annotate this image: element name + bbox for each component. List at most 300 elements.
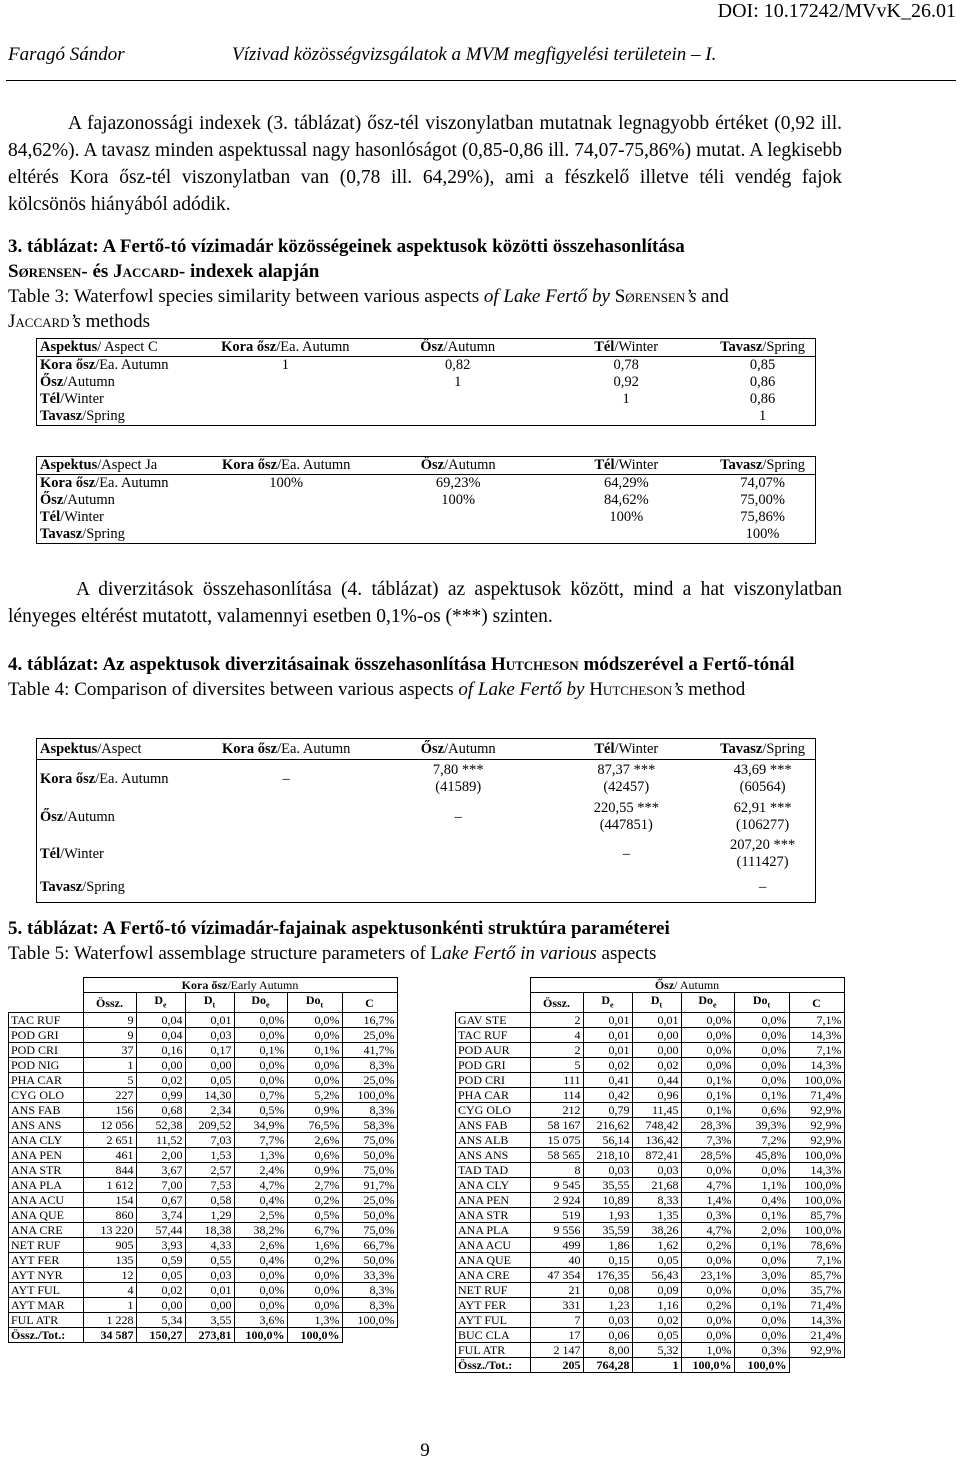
autumn-cell: 17 bbox=[530, 1328, 583, 1343]
early-autumn-cell: 5,2% bbox=[287, 1088, 342, 1103]
early-autumn-cell: 0,99 bbox=[136, 1088, 185, 1103]
sorensen-cell: 0,92 bbox=[613, 374, 639, 390]
autumn-cell: 11,45 bbox=[632, 1103, 681, 1118]
autumn-cell: 56,43 bbox=[632, 1268, 681, 1283]
autumn-cell: 35,59 bbox=[583, 1223, 632, 1238]
early-autumn-cell: 0,1% bbox=[234, 1043, 287, 1058]
autumn-cell: 0,01 bbox=[583, 1043, 632, 1058]
autumn-row bbox=[456, 1313, 845, 1328]
jaccard-cell: 100% bbox=[745, 526, 780, 542]
early-autumn-cell: 0,2% bbox=[287, 1253, 342, 1268]
jaccard-row bbox=[37, 492, 816, 509]
hutcheson-cell: – bbox=[454, 808, 462, 825]
early-autumn-total-row bbox=[9, 1328, 398, 1343]
early-autumn-cell: 7,03 bbox=[185, 1133, 234, 1148]
early-autumn-species: AYT NYR bbox=[9, 1268, 84, 1283]
early-autumn-cell: 0,01 bbox=[185, 1283, 234, 1298]
jaccard-cell: 74,07% bbox=[740, 475, 785, 491]
early-autumn-cell: 75,0% bbox=[342, 1133, 397, 1148]
early-autumn-cell: 3,93 bbox=[136, 1238, 185, 1253]
sorensen-row-label: Tavasz/Spring bbox=[40, 408, 125, 424]
early-autumn-row bbox=[9, 1043, 398, 1058]
autumn-cell: 0,0% bbox=[681, 1028, 734, 1043]
autumn-cell: 5,32 bbox=[632, 1343, 681, 1358]
autumn-cell: 35,7% bbox=[789, 1283, 844, 1298]
early-autumn-header-cell: $Do_e$ bbox=[234, 993, 287, 1013]
hutcheson-cell: 7,80 *** (41589) bbox=[432, 762, 484, 795]
autumn-cell: 0,0% bbox=[734, 1043, 789, 1058]
autumn-cell: 0,1% bbox=[734, 1088, 789, 1103]
autumn-cell: 8,00 bbox=[583, 1343, 632, 1358]
sorensen-cell: 1 bbox=[454, 374, 462, 390]
early-autumn-row bbox=[9, 1298, 398, 1313]
early-autumn-species: AYT FER bbox=[9, 1253, 84, 1268]
early-autumn-row bbox=[9, 1163, 398, 1178]
early-autumn-cell: 6,7% bbox=[287, 1223, 342, 1238]
early-autumn-cell: 4 bbox=[83, 1283, 136, 1298]
autumn-row bbox=[456, 1088, 845, 1103]
early-autumn-total-cell: 150,27 bbox=[136, 1328, 185, 1343]
hutcheson-cell: 87,37 *** (42457) bbox=[597, 762, 656, 795]
running-header-title: Vízivad közösségvizsgálatok a MVM megfigyelési területein – I. bbox=[232, 44, 717, 65]
early-autumn-cell: 0,9% bbox=[287, 1163, 342, 1178]
autumn-species: FUL ATR bbox=[456, 1343, 531, 1358]
early-autumn-cell: 2,00 bbox=[136, 1148, 185, 1163]
jaccard-cell bbox=[198, 492, 374, 509]
autumn-row bbox=[456, 1148, 845, 1163]
autumn-cell: 5 bbox=[530, 1058, 583, 1073]
table-hutcheson bbox=[36, 738, 816, 903]
autumn-cell: 176,35 bbox=[583, 1268, 632, 1283]
early-autumn-header-cell bbox=[9, 993, 84, 1013]
autumn-cell: 0,09 bbox=[632, 1283, 681, 1298]
early-autumn-cell: 135 bbox=[83, 1253, 136, 1268]
early-autumn-cell: 209,52 bbox=[185, 1118, 234, 1133]
autumn-species: POD GRI bbox=[456, 1058, 531, 1073]
jaccard-cell: 100% bbox=[609, 509, 644, 525]
jaccard-row-label: Ősz/Autumn bbox=[40, 492, 115, 508]
hutcheson-cell bbox=[198, 836, 374, 872]
autumn-cell: 0,0% bbox=[681, 1058, 734, 1073]
hutcheson-cell: – bbox=[622, 845, 630, 862]
early-autumn-cell: 0,05 bbox=[136, 1268, 185, 1283]
early-autumn-cell: 461 bbox=[83, 1148, 136, 1163]
autumn-cell: 216,62 bbox=[583, 1118, 632, 1133]
sorensen-cell: 1 bbox=[758, 408, 767, 424]
autumn-cell: 35,55 bbox=[583, 1178, 632, 1193]
sorensen-cell: 1 bbox=[622, 391, 630, 407]
early-autumn-cell: 2,34 bbox=[185, 1103, 234, 1118]
sorensen-cell bbox=[542, 408, 710, 426]
jaccard-cell: 75,86% bbox=[740, 509, 785, 525]
autumn-species: ANA STR bbox=[456, 1208, 531, 1223]
early-autumn-cell: 2,57 bbox=[185, 1163, 234, 1178]
early-autumn-row bbox=[9, 1058, 398, 1073]
autumn-cell: 71,4% bbox=[789, 1088, 844, 1103]
autumn-cell: 0,4% bbox=[734, 1193, 789, 1208]
autumn-cell: 78,6% bbox=[789, 1238, 844, 1253]
autumn-species: TAC RUF bbox=[456, 1028, 531, 1043]
autumn-cell: 4,7% bbox=[681, 1223, 734, 1238]
doi-label: DOI: 10.17242/MVvK_26.01 bbox=[717, 0, 956, 22]
early-autumn-cell: 0,5% bbox=[287, 1208, 342, 1223]
autumn-species: ANA CRE bbox=[456, 1268, 531, 1283]
autumn-cell: 14,3% bbox=[789, 1058, 844, 1073]
autumn-cell: 1,86 bbox=[583, 1238, 632, 1253]
autumn-cell: 0,01 bbox=[583, 1013, 632, 1028]
early-autumn-cell: 50,0% bbox=[342, 1253, 397, 1268]
sorensen-row bbox=[37, 408, 816, 426]
early-autumn-cell: 25,0% bbox=[342, 1073, 397, 1088]
autumn-cell: 4 bbox=[530, 1028, 583, 1043]
autumn-species: ANA PEN bbox=[456, 1193, 531, 1208]
jaccard-header-cell: Kora ősz/Ea. Autumn bbox=[198, 457, 374, 475]
autumn-cell: 1,35 bbox=[632, 1208, 681, 1223]
autumn-header-cell: C bbox=[789, 993, 844, 1013]
early-autumn-row bbox=[9, 1148, 398, 1163]
autumn-cell: 7,1% bbox=[789, 1043, 844, 1058]
autumn-cell: 0,6% bbox=[734, 1103, 789, 1118]
table3-caption: 3. táblázat: A Fertő-tó vízimadár közösségeinek aspektusok közötti összehasonlítása Sørensen- és Jaccard- indexek alapján Table 3: Waterfowl species similarity between various aspects of Lake Fertő by Sørensen’s and Jaccard’s methods bbox=[8, 236, 729, 332]
early-autumn-cell: 100,0% bbox=[342, 1313, 397, 1328]
paragraph-diversity: A diverzitások összehasonlítása (4. táblázat) az aspektusok között, mind a hat viszonylatban lényeges eltérést mutatott, valamennyi esetben 0,1%-os (***) szinten. bbox=[8, 579, 842, 627]
early-autumn-row bbox=[9, 1283, 398, 1298]
autumn-cell: 47 354 bbox=[530, 1268, 583, 1283]
early-autumn-cell: 0,0% bbox=[234, 1013, 287, 1028]
early-autumn-cell: 0,58 bbox=[185, 1193, 234, 1208]
early-autumn-cell: 0,0% bbox=[287, 1283, 342, 1298]
autumn-cell: 0,0% bbox=[681, 1013, 734, 1028]
autumn-cell: 0,1% bbox=[681, 1073, 734, 1088]
early-autumn-species: ANA STR bbox=[9, 1163, 84, 1178]
sorensen-row-label: Ősz/Autumn bbox=[40, 374, 115, 390]
early-autumn-cell: 0,0% bbox=[287, 1073, 342, 1088]
autumn-species: ANA ACU bbox=[456, 1238, 531, 1253]
autumn-cell: 92,9% bbox=[789, 1133, 844, 1148]
jaccard-header-row bbox=[37, 457, 816, 475]
early-autumn-cell: 0,68 bbox=[136, 1103, 185, 1118]
autumn-cell: 0,0% bbox=[734, 1253, 789, 1268]
autumn-cell: 499 bbox=[530, 1238, 583, 1253]
autumn-row bbox=[456, 1343, 845, 1358]
early-autumn-cell: 12 056 bbox=[83, 1118, 136, 1133]
autumn-species: CYG OLO bbox=[456, 1103, 531, 1118]
early-autumn-cell: 38,2% bbox=[234, 1223, 287, 1238]
early-autumn-cell: 0,0% bbox=[287, 1013, 342, 1028]
autumn-row bbox=[456, 1043, 845, 1058]
autumn-cell: 28,3% bbox=[681, 1118, 734, 1133]
early-autumn-cell: 1 bbox=[83, 1298, 136, 1313]
autumn-cell: 1,62 bbox=[632, 1238, 681, 1253]
autumn-species: GAV STE bbox=[456, 1013, 531, 1028]
early-autumn-header-cell: C bbox=[342, 993, 397, 1013]
autumn-species: ANA QUE bbox=[456, 1253, 531, 1268]
early-autumn-cell: 57,44 bbox=[136, 1223, 185, 1238]
early-autumn-cell: 8,3% bbox=[342, 1298, 397, 1313]
hutcheson-header-cell: Ősz/Autumn bbox=[374, 739, 543, 760]
autumn-cell: 114 bbox=[530, 1088, 583, 1103]
autumn-cell: 519 bbox=[530, 1208, 583, 1223]
early-autumn-row bbox=[9, 1073, 398, 1088]
autumn-cell: 0,08 bbox=[583, 1283, 632, 1298]
sorensen-row-label: Kora ősz/Ea. Autumn bbox=[40, 357, 169, 373]
autumn-cell: 0,41 bbox=[583, 1073, 632, 1088]
autumn-cell: 92,9% bbox=[789, 1343, 844, 1358]
autumn-cell: 39,3% bbox=[734, 1118, 789, 1133]
sorensen-header-row bbox=[37, 339, 816, 357]
jaccard-cell: 100% bbox=[441, 492, 476, 508]
autumn-cell: 14,3% bbox=[789, 1028, 844, 1043]
autumn-cell: 218,10 bbox=[583, 1148, 632, 1163]
autumn-total-cell: 764,28 bbox=[583, 1358, 632, 1373]
early-autumn-cell: 12 bbox=[83, 1268, 136, 1283]
autumn-total-cell: 1 bbox=[632, 1358, 681, 1373]
autumn-row bbox=[456, 1223, 845, 1238]
autumn-cell: 58 167 bbox=[530, 1118, 583, 1133]
autumn-row bbox=[456, 1178, 845, 1193]
autumn-cell: 0,44 bbox=[632, 1073, 681, 1088]
sorensen-cell bbox=[373, 408, 542, 426]
early-autumn-row bbox=[9, 1253, 398, 1268]
early-autumn-cell: 0,59 bbox=[136, 1253, 185, 1268]
autumn-total-row bbox=[456, 1358, 845, 1373]
autumn-cell: 0,1% bbox=[734, 1298, 789, 1313]
autumn-species: TAD TAD bbox=[456, 1163, 531, 1178]
early-autumn-cell: 154 bbox=[83, 1193, 136, 1208]
autumn-cell: 23,1% bbox=[681, 1268, 734, 1283]
jaccard-cell: 75,00% bbox=[740, 492, 785, 508]
early-autumn-row bbox=[9, 1103, 398, 1118]
autumn-cell: 100,0% bbox=[789, 1178, 844, 1193]
autumn-species: AYT FUL bbox=[456, 1313, 531, 1328]
autumn-species: BUC CLA bbox=[456, 1328, 531, 1343]
early-autumn-total-cell: 273,81 bbox=[185, 1328, 234, 1343]
autumn-row bbox=[456, 1163, 845, 1178]
early-autumn-cell: 91,7% bbox=[342, 1178, 397, 1193]
autumn-cell: 40 bbox=[530, 1253, 583, 1268]
sorensen-cell bbox=[197, 391, 373, 408]
early-autumn-species: ANA CLY bbox=[9, 1133, 84, 1148]
autumn-cell: 15 075 bbox=[530, 1133, 583, 1148]
autumn-row bbox=[456, 1298, 845, 1313]
autumn-species: NET RUF bbox=[456, 1283, 531, 1298]
autumn-row bbox=[456, 1058, 845, 1073]
early-autumn-total-cell: 100,0% bbox=[234, 1328, 287, 1343]
autumn-species: ANS ALB bbox=[456, 1133, 531, 1148]
autumn-cell: 0,0% bbox=[734, 1028, 789, 1043]
early-autumn-cell: 0,7% bbox=[234, 1088, 287, 1103]
early-autumn-cell: 0,17 bbox=[185, 1043, 234, 1058]
early-autumn-cell: 0,03 bbox=[185, 1028, 234, 1043]
early-autumn-species: AYT MAR bbox=[9, 1298, 84, 1313]
early-autumn-cell: 0,55 bbox=[185, 1253, 234, 1268]
early-autumn-species: ANA CRE bbox=[9, 1223, 84, 1238]
sorensen-cell: 0,86 bbox=[749, 374, 776, 390]
early-autumn-cell: 4,33 bbox=[185, 1238, 234, 1253]
jaccard-cell: 100% bbox=[269, 475, 304, 491]
early-autumn-cell: 5,34 bbox=[136, 1313, 185, 1328]
early-autumn-species: POD GRI bbox=[9, 1028, 84, 1043]
early-autumn-cell: 0,0% bbox=[234, 1058, 287, 1073]
early-autumn-cell: 3,6% bbox=[234, 1313, 287, 1328]
early-autumn-cell: 0,05 bbox=[185, 1073, 234, 1088]
autumn-cell: 2,0% bbox=[734, 1223, 789, 1238]
early-autumn-cell: 0,02 bbox=[136, 1283, 185, 1298]
sorensen-row-label: Tél/Winter bbox=[40, 391, 104, 407]
early-autumn-row bbox=[9, 1088, 398, 1103]
autumn-species: ANA CLY bbox=[456, 1178, 531, 1193]
autumn-species: POD AUR bbox=[456, 1043, 531, 1058]
early-autumn-cell: 0,9% bbox=[287, 1103, 342, 1118]
hutcheson-cell bbox=[542, 872, 710, 903]
early-autumn-cell: 0,16 bbox=[136, 1043, 185, 1058]
early-autumn-cell: 3,55 bbox=[185, 1313, 234, 1328]
early-autumn-cell: 75,0% bbox=[342, 1163, 397, 1178]
autumn-cell: 0,0% bbox=[681, 1253, 734, 1268]
jaccard-cell bbox=[374, 509, 543, 526]
early-autumn-header-cell: $D_t$ bbox=[185, 993, 234, 1013]
sorensen-cell: 1 bbox=[281, 357, 289, 373]
autumn-cell: 0,1% bbox=[734, 1238, 789, 1253]
early-autumn-cell: 1,3% bbox=[234, 1148, 287, 1163]
sorensen-cell: 0,82 bbox=[445, 357, 471, 373]
autumn-cell: 0,0% bbox=[734, 1163, 789, 1178]
autumn-species: AYT FER bbox=[456, 1298, 531, 1313]
hutcheson-header-cell: Tél/Winter bbox=[542, 739, 710, 760]
early-autumn-cell: 0,04 bbox=[136, 1013, 185, 1028]
early-autumn-cell: 0,0% bbox=[234, 1298, 287, 1313]
autumn-cell: 85,7% bbox=[789, 1208, 844, 1223]
autumn-cell: 0,05 bbox=[632, 1328, 681, 1343]
autumn-cell: 7,3% bbox=[681, 1133, 734, 1148]
autumn-total-cell: 100,0% bbox=[734, 1358, 789, 1373]
autumn-cell: 0,00 bbox=[632, 1028, 681, 1043]
autumn-cell: 0,79 bbox=[583, 1103, 632, 1118]
autumn-cell: 0,15 bbox=[583, 1253, 632, 1268]
early-autumn-species: ANS FAB bbox=[9, 1103, 84, 1118]
early-autumn-cell: 2,6% bbox=[287, 1133, 342, 1148]
table4-caption: 4. táblázat: Az aspektusok diverzitásainak összehasonlítása Hutcheson módszerével a Fertő-tónál Table 4: Comparison of diversites between various aspects of Lake Fertő by Hutcheson’s method bbox=[8, 654, 795, 700]
early-autumn-cell: 9 bbox=[83, 1028, 136, 1043]
autumn-cell: 7,1% bbox=[789, 1253, 844, 1268]
autumn-row bbox=[456, 1283, 845, 1298]
autumn-row bbox=[456, 1193, 845, 1208]
early-autumn-cell: 58,3% bbox=[342, 1118, 397, 1133]
hutcheson-header-cell: Kora ősz/Ea. Autumn bbox=[198, 739, 374, 760]
early-autumn-cell: 33,3% bbox=[342, 1268, 397, 1283]
autumn-cell: 4,7% bbox=[681, 1178, 734, 1193]
hutcheson-row bbox=[37, 798, 816, 836]
jaccard-header-cell: Ősz/Autumn bbox=[374, 457, 543, 475]
early-autumn-cell: 50,0% bbox=[342, 1208, 397, 1223]
autumn-cell: 0,03 bbox=[583, 1313, 632, 1328]
autumn-row bbox=[456, 1208, 845, 1223]
early-autumn-species: POD CRI bbox=[9, 1043, 84, 1058]
early-autumn-header-row bbox=[9, 993, 398, 1013]
early-autumn-cell: 50,0% bbox=[342, 1148, 397, 1163]
early-autumn-cell: 0,5% bbox=[234, 1103, 287, 1118]
jaccard-row bbox=[37, 475, 816, 493]
jaccard-cell bbox=[374, 526, 543, 544]
hutcheson-cell bbox=[374, 872, 543, 903]
autumn-cell: 0,0% bbox=[734, 1073, 789, 1088]
early-autumn-cell: 1 612 bbox=[83, 1178, 136, 1193]
early-autumn-cell: 0,0% bbox=[234, 1283, 287, 1298]
early-autumn-cell: 2 651 bbox=[83, 1133, 136, 1148]
autumn-cell: 111 bbox=[530, 1073, 583, 1088]
early-autumn-cell: 41,7% bbox=[342, 1043, 397, 1058]
early-autumn-cell: 7,53 bbox=[185, 1178, 234, 1193]
early-autumn-species: POD NIG bbox=[9, 1058, 84, 1073]
autumn-row bbox=[456, 1073, 845, 1088]
early-autumn-cell: 3,74 bbox=[136, 1208, 185, 1223]
autumn-cell: 0,01 bbox=[632, 1013, 681, 1028]
autumn-cell: 0,05 bbox=[632, 1253, 681, 1268]
early-autumn-cell: 14,30 bbox=[185, 1088, 234, 1103]
autumn-cell: 28,5% bbox=[681, 1148, 734, 1163]
sorensen-cell: 0,86 bbox=[749, 391, 776, 407]
autumn-cell: 9 545 bbox=[530, 1178, 583, 1193]
hutcheson-cell: 207,20 *** (111427) bbox=[729, 837, 796, 870]
autumn-cell: 71,4% bbox=[789, 1298, 844, 1313]
sorensen-row bbox=[37, 357, 816, 375]
hutcheson-cell: 43,69 *** (60564) bbox=[733, 762, 792, 795]
early-autumn-species: FUL ATR bbox=[9, 1313, 84, 1328]
autumn-cell: 872,41 bbox=[632, 1148, 681, 1163]
autumn-total-cell bbox=[789, 1358, 844, 1373]
early-autumn-row bbox=[9, 1013, 398, 1028]
autumn-cell: 58 565 bbox=[530, 1148, 583, 1163]
early-autumn-row bbox=[9, 1238, 398, 1253]
jaccard-cell bbox=[198, 509, 374, 526]
early-autumn-species: ANA PEN bbox=[9, 1148, 84, 1163]
early-autumn-cell: 75,0% bbox=[342, 1223, 397, 1238]
autumn-cell: 0,2% bbox=[681, 1298, 734, 1313]
early-autumn-species: CYG OLO bbox=[9, 1088, 84, 1103]
jaccard-row-label: Kora ősz/Ea. Autumn bbox=[40, 475, 169, 491]
hutcheson-header-row bbox=[37, 739, 816, 760]
autumn-cell: 0,0% bbox=[734, 1328, 789, 1343]
early-autumn-row bbox=[9, 1133, 398, 1148]
early-autumn-cell: 1 bbox=[83, 1058, 136, 1073]
autumn-cell: 0,02 bbox=[632, 1313, 681, 1328]
early-autumn-species: PHA CAR bbox=[9, 1073, 84, 1088]
autumn-cell: 0,3% bbox=[681, 1208, 734, 1223]
autumn-cell: 85,7% bbox=[789, 1268, 844, 1283]
autumn-cell: 2 924 bbox=[530, 1193, 583, 1208]
early-autumn-species: ANS ANS bbox=[9, 1118, 84, 1133]
autumn-total-cell: 100,0% bbox=[681, 1358, 734, 1373]
autumn-species: ANA PLA bbox=[456, 1223, 531, 1238]
autumn-cell: 0,03 bbox=[583, 1163, 632, 1178]
hutcheson-row-label: Ősz/Autumn bbox=[40, 808, 115, 825]
early-autumn-header-cell: $Do_t$ bbox=[287, 993, 342, 1013]
early-autumn-cell: 0,2% bbox=[287, 1193, 342, 1208]
early-autumn-cell: 34,9% bbox=[234, 1118, 287, 1133]
autumn-cell: 2 bbox=[530, 1043, 583, 1058]
autumn-cell: 56,14 bbox=[583, 1133, 632, 1148]
autumn-cell: 0,1% bbox=[734, 1208, 789, 1223]
early-autumn-row bbox=[9, 1223, 398, 1238]
sorensen-header-cell: Tél/Winter bbox=[542, 339, 710, 357]
autumn-cell: 0,0% bbox=[681, 1328, 734, 1343]
early-autumn-cell: 13 220 bbox=[83, 1223, 136, 1238]
autumn-cell: 0,0% bbox=[734, 1058, 789, 1073]
early-autumn-cell: 9 bbox=[83, 1013, 136, 1028]
early-autumn-cell: 860 bbox=[83, 1208, 136, 1223]
autumn-cell: 0,03 bbox=[632, 1163, 681, 1178]
autumn-header-cell: $D_e$ bbox=[583, 993, 632, 1013]
